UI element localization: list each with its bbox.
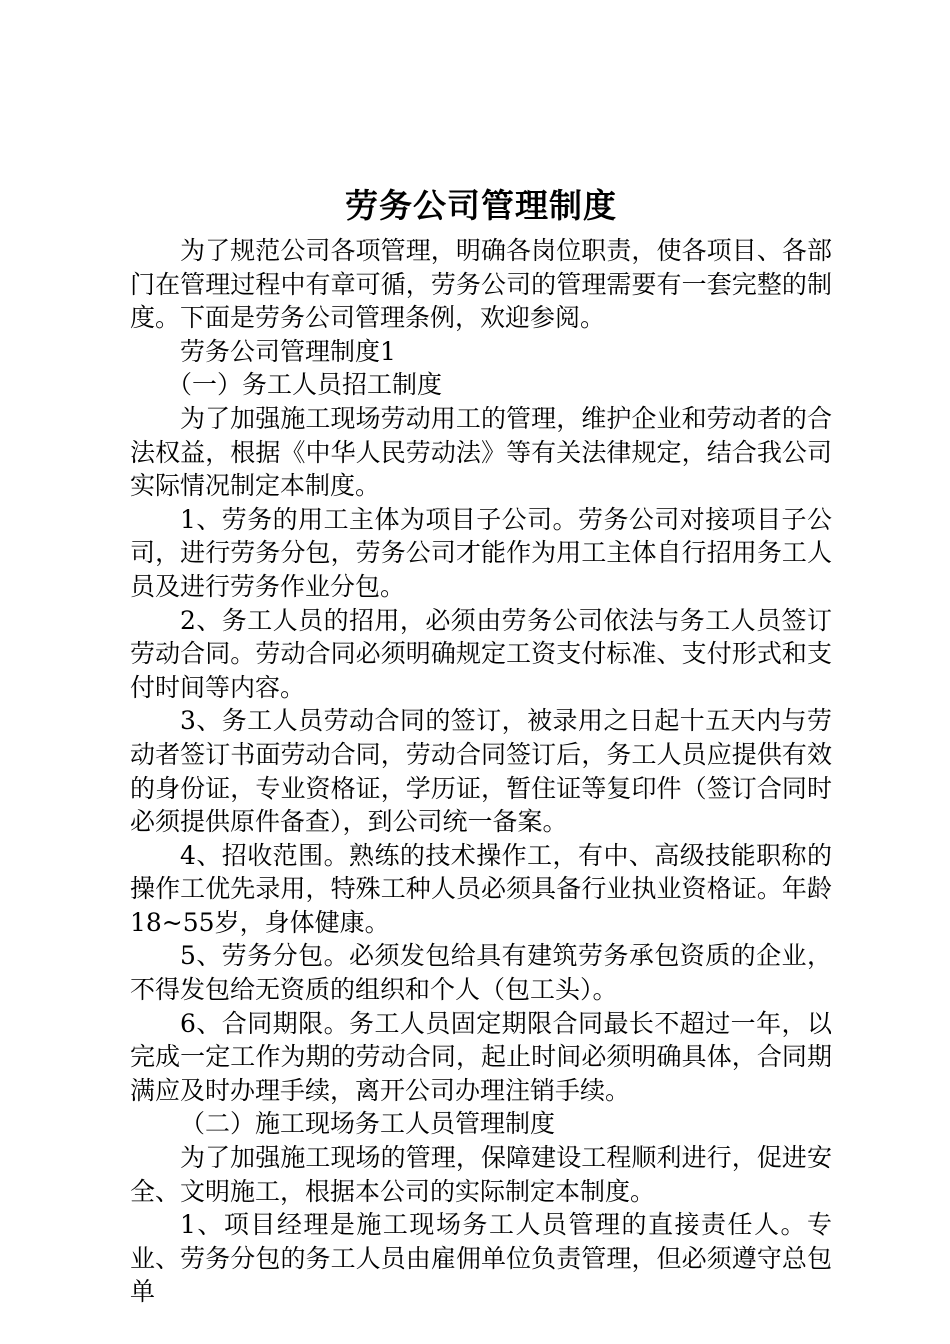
section-2-title: （二）施工现场务工人员管理制度 xyxy=(180,1109,556,1139)
document-page xyxy=(130,180,832,1309)
section-2-item: 1、项目经理是施工现场务工人员管理的直接责任人。专业、劳务分包的务工人员由雇佣单位负责管理，但必须遵守总包单 xyxy=(130,1210,832,1307)
intro-paragraph: 为了规范公司各项管理，明确各岗位职责，使各项目、各部门在管理过程中有章可循，劳务公司的管理需要有一套完整的制度。下面是劳务公司管理条例，欢迎参阅。 xyxy=(130,236,832,333)
section-1-item: 6、合同期限。务工人员固定期限合同最长不超过一年，以完成一定工作为期的劳动合同，起止时间必须明确具体，合同期满应及时办理手续，离开公司办理注销手续。 xyxy=(130,1008,832,1105)
heading-1: 劳务公司管理制度1 xyxy=(180,336,396,366)
section-1-intro: 为了加强施工现场劳动用工的管理，维护企业和劳动者的合法权益，根据《中华人民劳动法》等有关法律规定，结合我公司实际情况制定本制度。 xyxy=(130,403,832,501)
section-1-item: 5、劳务分包。必须发包给具有建筑劳务承包资质的企业，不得发包给无资质的组织和个人（包工头）。 xyxy=(130,941,832,1005)
section-1-item: 4、招收范围。熟练的技术操作工，有中、高级技能职称的操作工优先录用，特殊工种人员必须具备行业执业资格证。年龄18~55岁，身体健康。 xyxy=(130,840,832,937)
document-title: 劳务公司管理制度 xyxy=(345,186,617,225)
section-1-item: 2、务工人员的招用，必须由劳务公司依法与务工人员签订劳动合同。劳动合同必须明确规定工资支付标准、支付形式和支付时间等内容。 xyxy=(130,605,832,702)
section-1-item: 3、务工人员劳动合同的签订，被录用之日起十五天内与劳动者签订书面劳动合同，劳动合同签订后，务工人员应提供有效的身份证，专业资格证，学历证，暂住证等复印件（签订合同时必须提供原件备查），到公司统一备案。 xyxy=(130,706,832,837)
section-1-title: （一）务工人员招工制度 xyxy=(167,370,443,400)
section-1-item: 1、劳务的用工主体为项目子公司。劳务公司对接项目子公司，进行劳务分包，劳务公司才能作为用工主体自行招用务工人员及进行劳务作业分包。 xyxy=(130,504,832,601)
section-2-intro: 为了加强施工现场的管理，保障建设工程顺利进行，促进安全、文明施工，根据本公司的实际制定本制度。 xyxy=(130,1143,832,1206)
